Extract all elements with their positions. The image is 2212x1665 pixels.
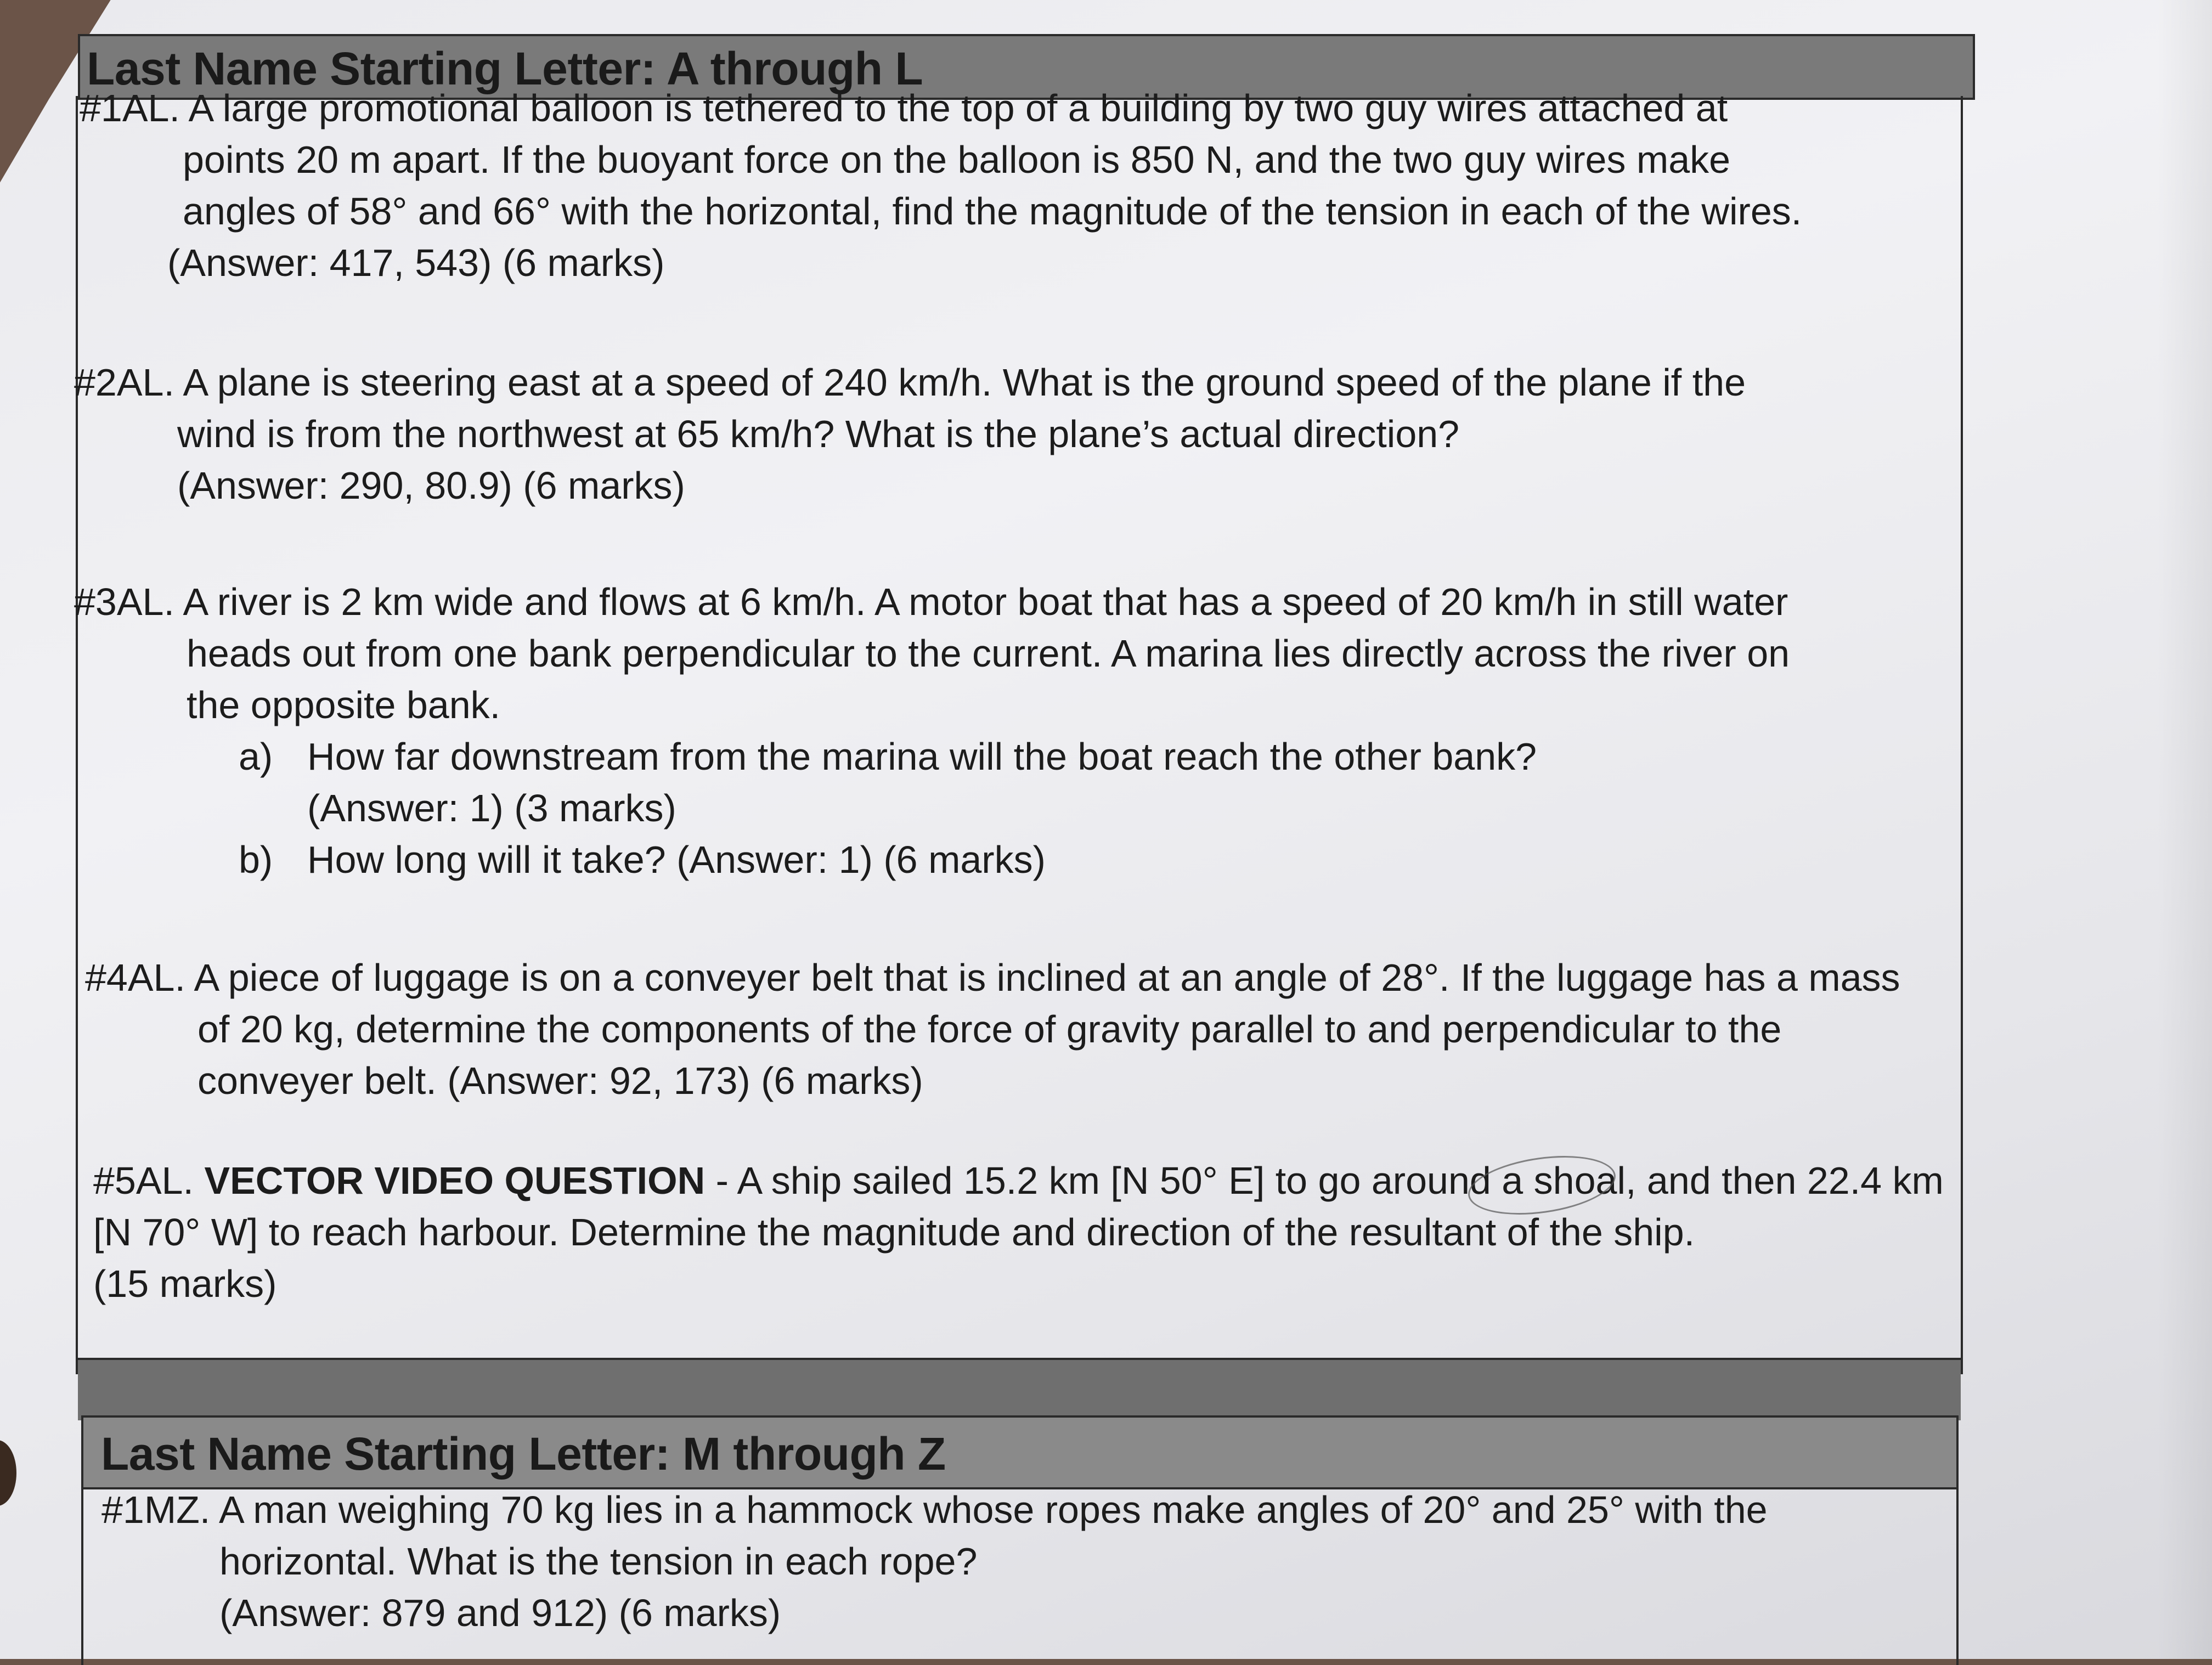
question-line: wind is from the northwest at 65 km/h? What is the plane’s actual direction?: [177, 413, 1460, 455]
question-line: [N 70° W] to reach harbour. Determine the magnitude and direction of the resultant of the ship.: [93, 1211, 1695, 1254]
question-4al: [85, 952, 1900, 1107]
question-line: heads out from one bank perpendicular to the current. A marina lies directly across the river on: [187, 632, 1790, 675]
question-line: #2AL. A plane is steering east at a speed of 240 km/h. What is the ground speed of the plane if the: [74, 361, 1746, 404]
question-line: [93, 1155, 1944, 1206]
vector-video-label: VECTOR VIDEO QUESTION: [204, 1159, 706, 1202]
question-line: conveyer belt. (Answer: 92, 173) (6 marks): [198, 1059, 923, 1102]
question-1al: [80, 82, 1802, 289]
section-b-title: Last Name Starting Letter: M through Z: [101, 1428, 946, 1480]
question-line: points 20 m apart. If the buoyant force on the balloon is 850 N, and the two guy wires make: [183, 138, 1731, 181]
answer-line: (Answer: 417, 543) (6 marks): [167, 241, 665, 284]
question-number: #5AL.: [93, 1159, 205, 1202]
sub-question-b: [74, 834, 1790, 885]
question-5al: [93, 1155, 1944, 1310]
question-line: angles of 58° and 66° with the horizontal, find the magnitude of the tension in each of the wires.: [183, 190, 1802, 233]
marks-line: (15 marks): [93, 1262, 277, 1305]
answer-line: (Answer: 879 and 912) (6 marks): [219, 1591, 781, 1634]
question-line: of 20 kg, determine the components of the force of gravity parallel to and perpendicular to the: [198, 1008, 1782, 1051]
question-line: #4AL. A piece of luggage is on a conveyer belt that is inclined at an angle of 28°. If the luggage has a mass: [85, 956, 1900, 999]
sub-question-a: [74, 731, 1790, 782]
page-shadow: [2157, 0, 2212, 1659]
question-line: the opposite bank.: [187, 684, 501, 726]
section-a-title: Last Name Starting Letter: A through L: [87, 43, 923, 94]
sub-label-a: a): [239, 735, 273, 778]
question-1mz: [101, 1484, 1768, 1639]
question-line: horizontal. What is the tension in each rope?: [219, 1540, 978, 1583]
sub-question-text: How far downstream from the marina will the boat reach the other bank?: [307, 735, 1537, 778]
question-line: #3AL. A river is 2 km wide and flows at 6 km/h. A motor boat that has a speed of 20 km/h in still water: [74, 580, 1788, 623]
question-3al: [74, 576, 1790, 885]
sub-label-b: b): [239, 838, 273, 881]
answer-line: (Answer: 290, 80.9) (6 marks): [177, 464, 685, 507]
section-divider-band: [78, 1358, 1961, 1420]
answer-line: (Answer: 1) (3 marks): [307, 787, 676, 829]
section-b-header: [81, 1415, 1959, 1489]
question-2al: [74, 357, 1746, 511]
question-line: #1MZ. A man weighing 70 kg lies in a hammock whose ropes make angles of 20° and 25° with the: [101, 1488, 1768, 1531]
sub-question-text: How long will it take? (Answer: 1) (6 marks): [307, 838, 1046, 881]
question-text: - A ship sailed 15.2 km [N 50° E] to go around a shoal, and then 22.4 km: [705, 1159, 1944, 1202]
question-line: #1AL. A large promotional balloon is tethered to the top of a building by two guy wires attached at: [80, 87, 1728, 129]
